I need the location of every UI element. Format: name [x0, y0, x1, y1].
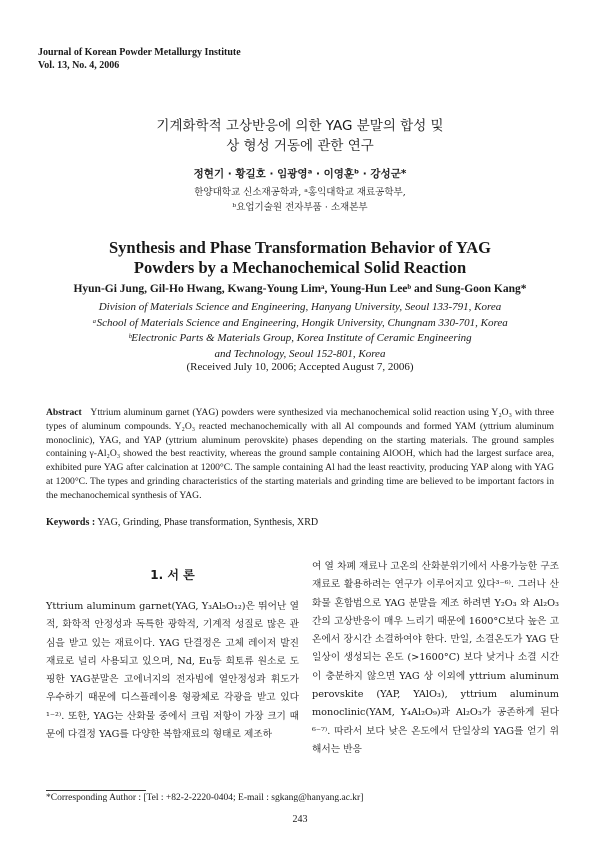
received-dates: (Received July 10, 2006; Accepted August 7, 2006) [186, 361, 414, 373]
footnote-divider [46, 790, 146, 791]
english-affiliation-2: ᵃSchool of Materials Science and Engineering, Hongik University, Chungnam 330-701, Korea [92, 316, 508, 329]
keywords-text: YAG, Grinding, Phase transformation, Synthesis, XRD [97, 517, 319, 528]
korean-title [0, 116, 600, 156]
abstract-text: Yttrium aluminum garnet (YAG) powders were synthesized via mechanochemical solid reaction using Y₂O₃ with three types of aluminum compounds. Y₂O₃ reacted mechanochemically with all Al compounds and formed YAM (yttrium aluminum monoclinic), YAG, and YAP (yttrium aluminum perovskite) phases depending on the starting materials. The ground samples containing γ-Al₂O₃ showed the best reactivity, whereas the ground sample containing AlOOH, which had the largest surface area, exhibited pure YAG after calcination at 1200°C. The sample containing Al had the least reactivity, producing YAP along with YAG at 1200°C. The types and grinding characteristics of the starting materials and grinding time are believed to be important factors in the mechanochemical synthesis of YAG. [46, 407, 554, 501]
abstract [46, 406, 554, 503]
english-title [0, 238, 600, 278]
keywords-label: Keywords : [46, 517, 96, 528]
korean-title-line2: 상 형성 거동에 관한 연구 [226, 138, 374, 154]
body-column-right: 여 열 차폐 재료나 고온의 산화분위기에서 사용가능한 구조재료로 활용하려는 연구가 이루어지고 있다³⁻⁶⁾. 그러나 산화물 혼합법으로 YAG 분말을 제조 하려면 Y₂O₃ 와 Al₂O₃ 간의 고상반응이 매우 느리기 때문에 1600°C보다 높은 고온에서 장시간 소결하여야 한다. 만일, 소결온도가 YAG 단일상이 생성되는 온도 (>1600°C) 보다 낮거나 소결 시간이 충분하지 않으면 YAG 상 이외에 yttrium aluminum perovskite (YAP, YAlO₃), yttrium aluminum monoclinic(YAM, Y₄Al₂O₉)과 Al₂O₃가 공존하게 된다⁶⁻⁷⁾. 따라서 보다 낮은 온도에서 단일상의 YAG를 얻기 위해서는 반응 [312, 561, 559, 755]
journal-header [38, 46, 241, 72]
english-affiliation-4: and Technology, Seoul 152-801, Korea [214, 347, 386, 360]
english-title-line2: Powders by a Mechanochemical Solid Reaction [133, 258, 467, 277]
english-affiliation-1: Division of Materials Science and Engineering, Hanyang University, Seoul 133-791, Korea [98, 301, 502, 313]
english-affiliation-3: ᵇElectronic Parts & Materials Group, Korea Institute of Ceramic Engineering [128, 332, 472, 344]
english-authors: Hyun-Gi Jung, Gil-Ho Hwang, Kwang-Young Limᵃ, Young-Hun Leeᵇ and Sung-Goon Kang* [73, 283, 527, 295]
keywords [46, 517, 554, 528]
corresponding-author-footnote: *Corresponding Author : [Tel : +82-2-2220-0404; E-mail : sgkang@hanyang.ac.kr] [46, 793, 364, 803]
journal-volume: Vol. 13, No. 4, 2006 [38, 60, 120, 71]
section-heading-introduction: 1. 서 론 [150, 568, 195, 582]
english-affiliations [0, 300, 600, 362]
abstract-label: Abstract [46, 407, 82, 418]
korean-title-line1: 기계화학적 고상반응에 의한 YAG 분말의 합성 및 [156, 118, 444, 134]
korean-affiliation-2: ᵇ요업기술원 전자부품 · 소재본부 [232, 202, 368, 213]
body-column-left: Yttrium aluminum garnet(YAG, Y₃Al₅O₁₂)은 뛰어난 열적, 화학적 안정성과 독특한 광학적, 기계적 성질로 많은 관심을 받고 있는 재료이다. YAG 단결정은 고체 레이저 발진재료로 널리 사용되고 있으며, Nd, Eu등 희토류 원소로 도핑한 YAG분말은 고에너지의 전자빔에 열안정성과 휘도가 우수하기 때문에 디스플레이용 형광체로 각광을 받고 있다¹⁻²⁾. 또한, YAG는 산화물 중에서 크립 저항이 가장 크기 때문에 다결정 YAG를 다양한 복합재료의 형태로 제조하 [46, 601, 299, 741]
korean-affiliations [0, 185, 600, 215]
english-title-line1: Synthesis and Phase Transformation Behavior of YAG [109, 238, 491, 257]
page-number: 243 [292, 814, 308, 825]
journal-name: Journal of Korean Powder Metallurgy Institute [38, 47, 241, 58]
korean-affiliation-1: 한양대학교 신소재공학과, ᵃ홍익대학교 재료공학부, [194, 187, 406, 198]
korean-authors: 정현기 · 황길호 · 임광영ᵃ · 이영훈ᵇ · 강성군* [193, 168, 407, 180]
